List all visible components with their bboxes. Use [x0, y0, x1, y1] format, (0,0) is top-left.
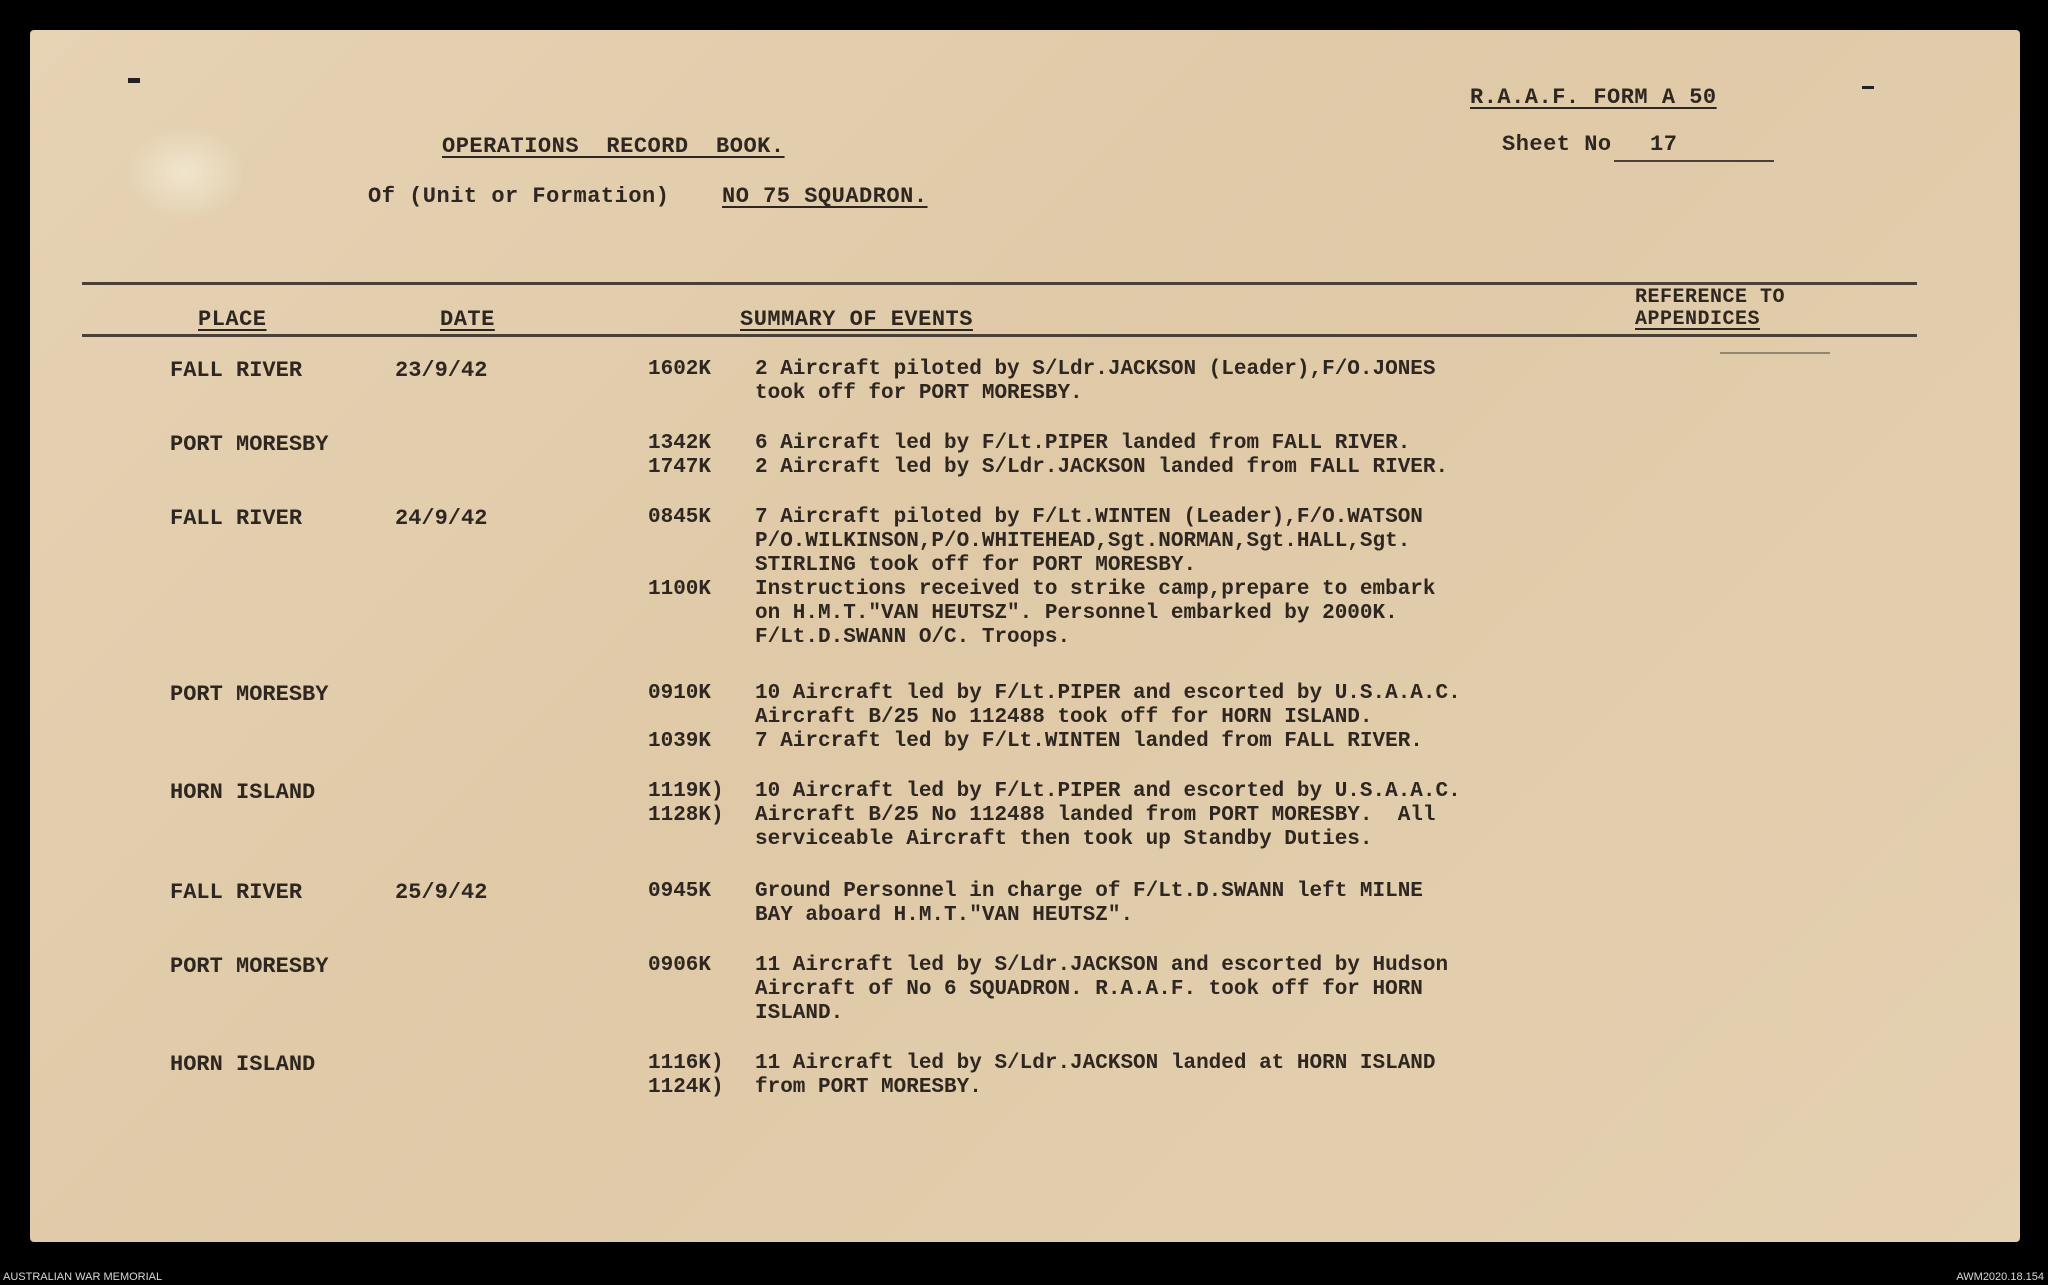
- column-header-date: DATE: [440, 307, 495, 332]
- entry-summary: 10 Aircraft led by F/Lt.PIPER and escorted by U.S.A.A.C. Aircraft B/25 No 112488 landed from PORT MORESBY. All serviceable Aircraft then took up Standby Duties.: [755, 780, 1461, 851]
- entry-summary: 11 Aircraft led by S/Ldr.JACKSON landed at HORN ISLAND from PORT MORESBY.: [755, 1052, 1436, 1099]
- entry-place: PORT MORESBY: [170, 682, 329, 707]
- record-sheet: [30, 30, 2020, 1242]
- entry-times: 1342K 1747K: [648, 432, 712, 479]
- column-header-place: PLACE: [198, 307, 267, 332]
- entry-place: FALL RIVER: [170, 880, 303, 905]
- punch-mark-left: [128, 78, 140, 83]
- unit-value: NO 75 SQUADRON.: [722, 184, 928, 209]
- entry-date: 23/9/42: [395, 358, 488, 383]
- entry-times: 0906K: [648, 954, 712, 977]
- entry-times: 1602K: [648, 358, 712, 381]
- entry-times: 1119K) 1128K): [648, 780, 724, 827]
- footer-institution: AUSTRALIAN WAR MEMORIAL: [3, 1271, 163, 1283]
- sheet-number-underline: [1614, 160, 1774, 162]
- entry-summary: 7 Aircraft piloted by F/Lt.WINTEN (Leader),F/O.WATSON P/O.WILKINSON,P/O.WHITEHEAD,Sgt.NORMAN,Sgt.HALL,Sgt. STIRLING took off for PORT MORESBY. Instructions received to strike camp,prepare to embark on H.M.T."VAN HEUTSZ". Personnel embarked by 2000K. F/Lt.D.SWANN O/C. Troops.: [755, 506, 1436, 649]
- punch-mark-right: [1862, 86, 1874, 89]
- entry-place: PORT MORESBY: [170, 432, 329, 457]
- column-header-reference-line2: APPENDICES: [1635, 308, 1761, 331]
- paper-stain: [125, 125, 245, 220]
- entry-times: 0945K: [648, 880, 712, 903]
- unit-label: Of (Unit or Formation): [368, 184, 670, 209]
- entry-place: FALL RIVER: [170, 506, 303, 531]
- entry-date: 25/9/42: [395, 880, 488, 905]
- entry-place: HORN ISLAND: [170, 1052, 316, 1077]
- entry-times: 0910K 1039K: [648, 682, 712, 753]
- document-title: OPERATIONS RECORD BOOK.: [442, 134, 785, 159]
- header-rule-top: [82, 282, 1917, 285]
- sheet-label: Sheet No: [1502, 132, 1612, 157]
- entry-summary: 10 Aircraft led by F/Lt.PIPER and escorted by U.S.A.A.C. Aircraft B/25 No 112488 took off for HORN ISLAND. 7 Aircraft led by F/Lt.WINTEN landed from FALL RIVER.: [755, 682, 1461, 753]
- entry-summary: 11 Aircraft led by S/Ldr.JACKSON and escorted by Hudson Aircraft of No 6 SQUADRON. R.A.A.F. took off for HORN ISLAND.: [755, 954, 1449, 1025]
- entry-place: HORN ISLAND: [170, 780, 316, 805]
- column-header-reference-line1: REFERENCE TO: [1635, 286, 1786, 309]
- entry-place: PORT MORESBY: [170, 954, 329, 979]
- entry-place: FALL RIVER: [170, 358, 303, 383]
- entry-summary: 2 Aircraft piloted by S/Ldr.JACKSON (Leader),F/O.JONES took off for PORT MORESBY.: [755, 358, 1436, 405]
- entry-summary: Ground Personnel in charge of F/Lt.D.SWANN left MILNE BAY aboard H.M.T."VAN HEUTSZ".: [755, 880, 1423, 927]
- column-header-summary: SUMMARY OF EVENTS: [740, 307, 973, 332]
- sheet-number: 17: [1650, 132, 1678, 157]
- entry-times: 1116K) 1124K): [648, 1052, 724, 1099]
- entry-summary: 6 Aircraft led by F/Lt.PIPER landed from FALL RIVER. 2 Aircraft led by S/Ldr.JACKSON landed from FALL RIVER.: [755, 432, 1449, 479]
- header-rule-bottom: [82, 334, 1917, 337]
- reference-tick: [1720, 352, 1830, 354]
- footer-accession-number: AWM2020.18.154: [1956, 1271, 2044, 1283]
- entry-date: 24/9/42: [395, 506, 488, 531]
- entry-times: 0845K 1100K: [648, 506, 712, 601]
- form-label: R.A.A.F. FORM A 50: [1470, 85, 1717, 110]
